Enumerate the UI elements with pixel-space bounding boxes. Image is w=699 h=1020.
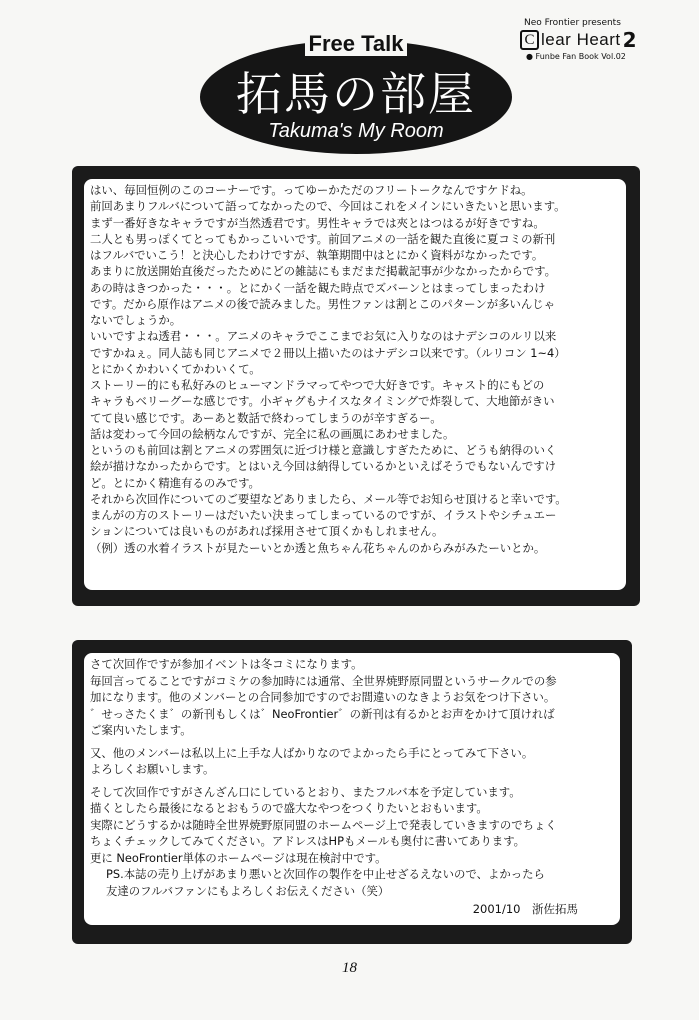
text-line: 毎回言ってることですがコミケの参加時には通常、全世界焼野原同盟というサークルでの参: [90, 673, 557, 688]
ps-line: 友達のフルバファンにもよろしくお伝えください（笑）: [106, 883, 390, 898]
talk-panel-1: [72, 166, 640, 606]
text-line: ど。とにかく精進有るのみです。: [90, 475, 260, 490]
text-line: というのも前回は割とアニメの雰囲気に近づけ様と意識しすぎたために、どうも納得のいく: [90, 443, 557, 457]
talk-panel-2-body: [84, 653, 620, 925]
text-line: まず一番好きなキャラですが当然透君です。男性キャラでは夾とはつはるが好きですね。: [90, 215, 545, 230]
text-line: あまりに放送開始直後だったためにどの雑誌にもまだまだ掲載記事が少なかったからです。: [90, 264, 556, 279]
logo-row: [520, 28, 637, 52]
title-oval: [200, 31, 512, 154]
text-line: あの時はきつかった・・・。とにかく一話を観た時点でズバーンとはまってしまったわけ: [90, 280, 546, 295]
logo-initial: C: [520, 30, 539, 50]
text-line: 二人とも男っぽくてとってもかっこいいです。前回アニメの一話を観た直後に夏コミの新刊: [90, 231, 556, 246]
series-logo: [518, 18, 648, 66]
talk-text-2: [90, 656, 620, 899]
text-line: ですかねぇ。同人誌も同じアニメで２冊以上描いたのはナデシコ以来です。（ルリコン 1~4）: [90, 345, 566, 360]
logo-text: lear Heart: [541, 30, 621, 49]
text-line: てて良い感じです。あーあと数話で終わってしまうのが辛すぎるー。: [90, 410, 442, 425]
text-line: よろしくお願いします。: [90, 762, 215, 776]
text-line: ションについては良いものがあれば採用させて頂くかもしれません。: [90, 524, 444, 539]
text-line: ご案内いたします。: [90, 723, 192, 737]
talk-panel-2: [72, 640, 632, 944]
text-line: ちょくチェックしてみてください。アドレスはHPもメールも奥付に書いてあります。: [90, 834, 526, 848]
page-number: 18: [342, 960, 357, 976]
text-line: 描くとしたら最後になるとおもうので盛大なやつをつくりたいとおもいます。: [90, 801, 488, 815]
text-line: さて次回作ですが参加イベントは冬コミになります。: [90, 657, 363, 671]
presents-text: Neo Frontier presents: [524, 18, 621, 28]
text-line: です。だから原作はアニメの後で読みました。男性ファンは割とこのパターンが多いんじゃ: [90, 296, 556, 311]
ps-line: PS.本誌の売り上げがあまり悪いと次回作の製作を中止せざるえないので、よかったら: [106, 867, 545, 881]
text-line: いいですよね透君・・・。アニメのキャラでここまでお気に入りなのはナデシコのルリ以来: [90, 329, 557, 344]
talk-text-1: [90, 182, 626, 556]
text-line: ストーリー的にも私好みのヒューマンドラマってやつで大好きです。キャスト的にもどの: [90, 378, 545, 392]
text-line: 又、他のメンバーは私以上に上手な人ばかりなのでよかったら手にとってみて下さい。: [90, 745, 534, 760]
text-line: とにかくかわいくてかわいくて。: [90, 361, 261, 376]
text-line: ないでしょうか。: [90, 313, 182, 327]
text-line: キャラもベリーグーな感じです。小ギャグもナイスなタイミングで炸裂して、大地節がきい: [90, 394, 555, 409]
free-talk-label: Free Talk: [200, 31, 512, 57]
text-line: 絵が描けなかったからです。とはいえ今回は納得しているかといえばそうでもないんですけ: [90, 459, 556, 474]
text-line: ゛せっさたくま゛の新刊もしくは゛NeoFrontier゛の新刊は有るかとお声をかけて頂ければ: [90, 706, 555, 721]
text-line: 前回あまりフルバについて語ってなかったので、今回はこれをメインにいきたいと思います。: [90, 199, 566, 214]
text-line: 話は変わって今回の絵柄なんですが、完全に私の画風にあわせました。: [90, 426, 455, 441]
text-line: 加になります。他のメンバーとの合同参加ですのでお間違いのなきようお気をつけ下さい。: [90, 690, 556, 704]
signature: 2001/10 浙佐拓馬: [472, 902, 578, 916]
text-line: 実際にどうするかは随時全世界焼野原同盟のホームページ上で発表していきますのでちょく: [90, 817, 557, 832]
talk-panel-1-body: [84, 179, 626, 590]
logo-subtext: ● Funbe Fan Book Vol.02: [526, 52, 626, 61]
text-line: （例）透の水着イラストが見たーいとか透と魚ちゃん花ちゃんのからみがみたーいとか。: [90, 540, 546, 555]
text-line: 更に NeoFrontier単体のホームページは現在検討中です。: [90, 850, 387, 865]
text-line: そして次回作ですがさんざん口にしているとおり、またフルバ本を予定しています。: [90, 784, 521, 799]
text-line: まんがの方のストーリーはだいたい決まってしまっているのですが、イラストやシチュエー: [90, 508, 557, 522]
text-line: はい、毎回恒例のこのコーナーです。ってゆーかただのフリートークなんですケドね。: [90, 183, 533, 197]
text-line: それから次回作についてのご要望などありましたら、メール等でお知らせ頂けると幸いです。: [90, 491, 567, 506]
logo-number: 2: [622, 28, 637, 52]
page-subtitle: Takuma's My Room: [268, 120, 444, 142]
text-line: はフルバでいこう！と決心したわけですが、執筆期間中はとにかく資料がなかったです。: [90, 248, 544, 262]
page-title: 拓馬の部屋: [236, 67, 476, 121]
